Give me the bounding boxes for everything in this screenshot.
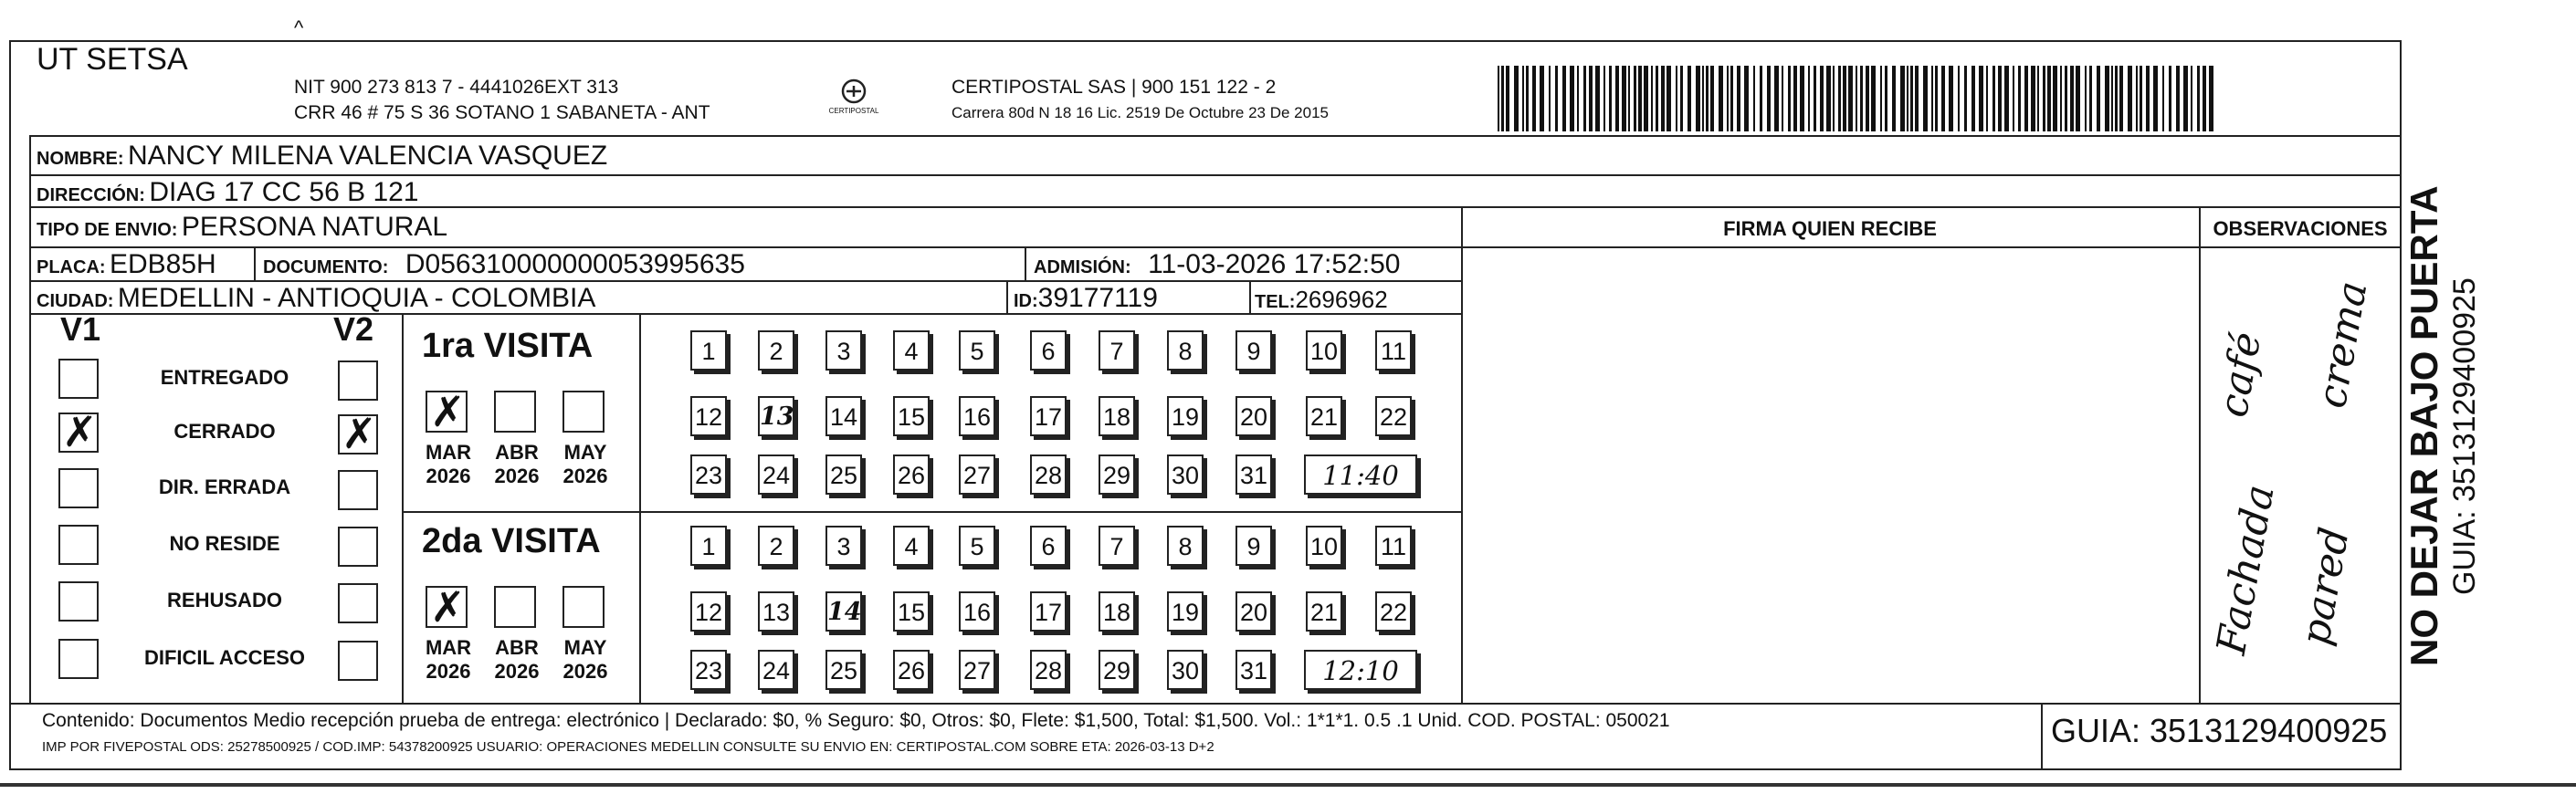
time-box[interactable]: 12:10 xyxy=(1304,650,1417,690)
day-box[interactable]: 3 xyxy=(825,526,862,566)
nombre-label: NOMBRE: xyxy=(37,149,124,169)
day-box[interactable]: 9 xyxy=(1235,330,1272,371)
day-box[interactable]: 5 xyxy=(959,330,995,371)
footer-imp: IMP POR FIVEPOSTAL ODS: 25278500925 / COD.IMP: 54378200925 USUARIO: OPERACIONES MEDELLIN CONSULTE SU ENVIO EN: CERTIPOSTAL.COM SOBRE ETA: 2026-03-13 D+2 xyxy=(42,739,1214,755)
row-divider xyxy=(29,135,2402,137)
day-box[interactable]: 10 xyxy=(1306,330,1342,371)
day-box[interactable]: 11 xyxy=(1375,526,1412,566)
status-right-border xyxy=(402,313,404,703)
day-box[interactable]: 12 xyxy=(690,591,727,632)
ciudad-row xyxy=(37,283,595,314)
v2-checkbox[interactable] xyxy=(338,409,378,458)
status-option-label: DIR. ERRADA xyxy=(158,475,291,498)
day-box[interactable]: 3 xyxy=(825,330,862,371)
side-guia: GUIA: 3513129400925 xyxy=(2447,277,2482,595)
month-label: MAR xyxy=(425,636,472,659)
day-box[interactable]: 19 xyxy=(1167,396,1204,436)
observaciones-label: OBSERVACIONES xyxy=(2213,217,2388,240)
firma-area[interactable] xyxy=(1463,248,2197,701)
checkmark-icon: ✗ xyxy=(62,407,98,456)
day-box[interactable]: 1 xyxy=(690,330,727,371)
visit-title: 2da VISITA xyxy=(422,522,601,560)
tel-label: TEL: xyxy=(1255,292,1296,312)
day-box[interactable]: 2 xyxy=(758,330,794,371)
day-box[interactable]: 23 xyxy=(690,650,727,690)
tipo-label: TIPO DE ENVIO: xyxy=(37,220,178,240)
day-box[interactable]: 16 xyxy=(959,396,995,436)
checkmark-icon: ✗ xyxy=(430,582,466,632)
day-box[interactable]: 13 xyxy=(758,591,794,632)
observaciones-area[interactable] xyxy=(2201,248,2400,701)
day-box[interactable]: 16 xyxy=(959,591,995,632)
v2-checkbox[interactable] xyxy=(338,527,378,567)
company-name: UT SETSA xyxy=(37,42,188,77)
day-box[interactable]: 15 xyxy=(893,396,930,436)
observaciones-handwriting-4: crema xyxy=(2308,277,2377,412)
direccion-label: DIRECCIÓN: xyxy=(37,185,145,205)
checkmark-icon: ✗ xyxy=(342,409,377,458)
month-label: ABR xyxy=(495,441,539,464)
day-box[interactable]: 9 xyxy=(1235,526,1272,566)
year-label: 2026 xyxy=(563,660,608,683)
day-box[interactable]: 27 xyxy=(959,454,995,495)
observaciones-handwriting-2: café xyxy=(2210,329,2271,421)
month-checkbox[interactable] xyxy=(563,391,605,433)
ciudad-label: CIUDAD: xyxy=(37,291,114,311)
day-box[interactable]: 5 xyxy=(959,526,995,566)
visit-title: 1ra VISITA xyxy=(422,327,594,365)
day-box[interactable]: 24 xyxy=(758,454,794,495)
day-box[interactable]: 24 xyxy=(758,650,794,690)
footer-contenido: Contenido: Documentos Medio recepción prueba de entrega: electrónico | Declarado: $0, % Seguro: $0, Otros: $0, Flete: $1,500, Total: $1,500. Vol.: 1*1*1. 0.5 .1 Unid. COD. POSTAL: 050021 xyxy=(42,710,1670,731)
company-nit: NIT 900 273 813 7 - 4441026EXT 313 xyxy=(294,77,619,98)
v1-checkbox[interactable] xyxy=(58,407,99,456)
day-box[interactable]: 7 xyxy=(1099,330,1135,371)
day-box[interactable]: 8 xyxy=(1167,526,1204,566)
ciudad-value: MEDELLIN - ANTIOQUIA - COLOMBIA xyxy=(117,283,596,313)
status-option-label: CERRADO xyxy=(173,420,276,443)
day-box[interactable]: 18 xyxy=(1099,396,1135,436)
day-box[interactable]: 27 xyxy=(959,650,995,690)
month-label: MAY xyxy=(563,636,607,659)
day-box[interactable]: 31 xyxy=(1235,650,1272,690)
month-checkbox[interactable] xyxy=(494,391,536,433)
v2-checkbox[interactable] xyxy=(338,470,378,510)
day-box[interactable]: 18 xyxy=(1099,591,1135,632)
day-box[interactable]: 21 xyxy=(1306,591,1342,632)
row-divider xyxy=(29,174,2402,176)
carrier-address: Carrera 80d N 18 16 Lic. 2519 De Octubre 23 De 2015 xyxy=(952,104,1329,121)
v1-checkbox[interactable] xyxy=(58,581,99,622)
day-box[interactable]: 25 xyxy=(825,454,862,495)
day-box[interactable]: 1 xyxy=(690,526,727,566)
admision-row xyxy=(1034,249,1400,280)
checkmark-icon: ✗ xyxy=(430,387,466,436)
day-box[interactable]: 23 xyxy=(690,454,727,495)
day-box[interactable]: 20 xyxy=(1235,396,1272,436)
year-label: 2026 xyxy=(494,465,540,487)
id-value: 39177119 xyxy=(1037,283,1158,313)
day-box[interactable]: 4 xyxy=(893,330,930,371)
day-box[interactable]: 13 xyxy=(758,396,794,436)
day-box[interactable]: 26 xyxy=(893,454,930,495)
v1-checkbox[interactable] xyxy=(58,359,99,399)
year-label: 2026 xyxy=(426,465,471,487)
month-checkbox[interactable] xyxy=(494,586,536,628)
day-box[interactable]: 6 xyxy=(1030,330,1067,371)
direccion-value: DIAG 17 CC 56 B 121 xyxy=(149,177,419,207)
day-box[interactable]: 22 xyxy=(1375,591,1412,632)
footer-guia: GUIA: 3513129400925 xyxy=(2051,712,2388,749)
company-address: CRR 46 # 75 S 36 SOTANO 1 SABANETA - ANT xyxy=(294,102,710,123)
certipostal-logo xyxy=(826,77,881,122)
row-divider xyxy=(29,280,1461,282)
day-box[interactable]: 28 xyxy=(1030,454,1067,495)
footer-guia-divider xyxy=(2041,703,2043,770)
carrier-name: CERTIPOSTAL SAS | 900 151 122 - 2 xyxy=(952,77,1277,98)
day-box[interactable]: 25 xyxy=(825,650,862,690)
year-label: 2026 xyxy=(426,660,471,683)
bottom-edge xyxy=(0,783,2576,787)
day-box[interactable]: 4 xyxy=(893,526,930,566)
v2-checkbox[interactable] xyxy=(338,360,378,401)
firma-label: FIRMA QUIEN RECIBE xyxy=(1723,217,1937,240)
day-box[interactable]: 15 xyxy=(893,591,930,632)
placa-label: PLACA: xyxy=(37,257,106,277)
cell-divider xyxy=(1025,246,1026,280)
day-box[interactable]: 10 xyxy=(1306,526,1342,566)
cell-divider xyxy=(1249,280,1251,313)
v2-label: V2 xyxy=(333,310,374,348)
day-box[interactable]: 14 xyxy=(825,591,862,632)
day-box[interactable]: 29 xyxy=(1099,454,1135,495)
day-box[interactable]: 12 xyxy=(690,396,727,436)
logo-text: CERTIPOSTAL xyxy=(828,107,879,115)
documento-value: D056310000000053995635 xyxy=(405,249,745,279)
day-box[interactable]: 22 xyxy=(1375,396,1412,436)
month-checkbox[interactable] xyxy=(426,582,468,632)
day-box[interactable]: 26 xyxy=(893,650,930,690)
year-label: 2026 xyxy=(563,465,608,487)
year-label: 2026 xyxy=(494,660,540,683)
scan-mark: ^ xyxy=(294,16,304,39)
status-option-label: REHUSADO xyxy=(167,589,282,611)
side-no-dejar: NO DEJAR BAJO PUERTA xyxy=(2403,185,2445,666)
cell-divider xyxy=(254,246,256,280)
day-box[interactable]: 14 xyxy=(825,396,862,436)
observaciones-handwriting-1: Fachada xyxy=(2208,481,2284,658)
placa-value: EDB85H xyxy=(110,249,216,279)
id-label: ID: xyxy=(1014,291,1038,311)
tel-row xyxy=(1255,286,1388,314)
nombre-value: NANCY MILENA VALENCIA VASQUEZ xyxy=(128,141,608,171)
cell-divider xyxy=(1006,280,1008,313)
v2-checkbox[interactable] xyxy=(338,583,378,623)
tipo-value: PERSONA NATURAL xyxy=(181,212,448,242)
day-box[interactable]: 29 xyxy=(1099,650,1135,690)
day-box[interactable]: 17 xyxy=(1030,396,1067,436)
day-box[interactable]: 30 xyxy=(1167,454,1204,495)
status-option-label: ENTREGADO xyxy=(160,366,289,389)
month-checkbox[interactable] xyxy=(426,387,468,436)
visit-divider xyxy=(402,511,1461,513)
placa-row xyxy=(37,249,216,280)
day-box[interactable]: 17 xyxy=(1030,591,1067,632)
v1-checkbox[interactable] xyxy=(58,639,99,679)
tel-value: 2696962 xyxy=(1295,286,1388,313)
day-box[interactable]: 21 xyxy=(1306,396,1342,436)
id-row xyxy=(1014,283,1158,314)
month-label: ABR xyxy=(495,636,539,659)
day-box[interactable]: 11 xyxy=(1375,330,1412,371)
admision-value: 11-03-2026 17:52:50 xyxy=(1148,249,1401,279)
day-box[interactable]: 20 xyxy=(1235,591,1272,632)
v1-label: V1 xyxy=(60,310,101,348)
tipo-row xyxy=(37,212,447,243)
status-option-label: NO RESIDE xyxy=(169,532,280,555)
row-divider xyxy=(29,246,1461,248)
direccion-row xyxy=(37,177,419,208)
day-box[interactable]: 2 xyxy=(758,526,794,566)
documento-label: DOCUMENTO: xyxy=(263,257,389,277)
admision-label: ADMISIÓN: xyxy=(1034,257,1131,277)
day-box[interactable]: 28 xyxy=(1030,650,1067,690)
documento-row xyxy=(263,249,745,280)
barcode xyxy=(1498,66,2219,131)
day-box[interactable]: 8 xyxy=(1167,330,1204,371)
day-box[interactable]: 30 xyxy=(1167,650,1204,690)
month-label: MAY xyxy=(563,441,607,464)
month-checkbox[interactable] xyxy=(563,586,605,628)
footer-divider xyxy=(9,703,2402,705)
months-right-border xyxy=(639,313,641,703)
v2-checkbox[interactable] xyxy=(338,641,378,681)
status-option-label: DIFICIL ACCESO xyxy=(143,646,305,669)
day-box[interactable]: 19 xyxy=(1167,591,1204,632)
time-box[interactable]: 11:40 xyxy=(1304,454,1417,495)
observaciones-handwriting-3: pared xyxy=(2292,524,2359,649)
v1-checkbox[interactable] xyxy=(58,525,99,565)
day-box[interactable]: 6 xyxy=(1030,526,1067,566)
day-box[interactable]: 31 xyxy=(1235,454,1272,495)
month-label: MAR xyxy=(425,441,472,464)
left-border xyxy=(29,135,31,703)
nombre-row xyxy=(37,141,607,172)
v1-checkbox[interactable] xyxy=(58,468,99,508)
day-box[interactable]: 7 xyxy=(1099,526,1135,566)
